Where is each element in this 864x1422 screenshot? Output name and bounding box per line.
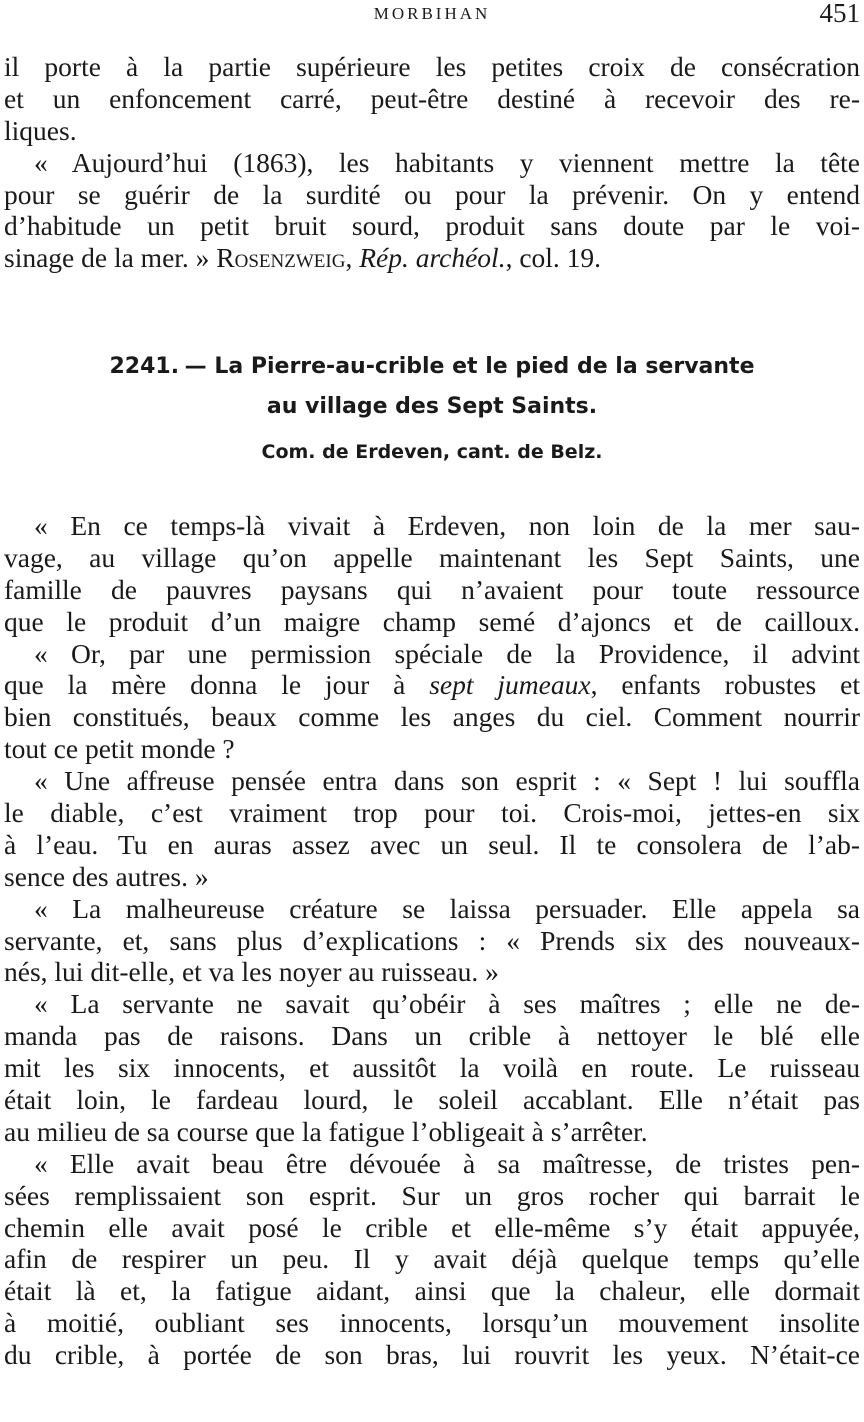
continued-paragraph	[4, 51, 860, 274]
text-line: au milieu de sa course que la fatigue l’obligeait à s’arrêter.	[4, 1115, 648, 1147]
text-line: liques.	[4, 114, 77, 146]
text-line: il porte à la partie supérieure les petites croix de consécration	[4, 51, 860, 82]
text-line: servante, et, sans plus d’explications : « Prends six des nouveaux-	[4, 924, 860, 956]
text-line: pour se guérir de la surdité ou pour la prévenir. On y entend	[4, 178, 860, 210]
entry-location: Com. de Erdeven, cant. de Belz.	[261, 441, 603, 463]
text-line: le diable, c’est vraiment trop pour toi. Crois-moi, jettes-en six	[4, 797, 860, 829]
text-line: « Elle avait beau être dévouée à sa maîtresse, de tristes pen-	[34, 1147, 860, 1179]
text-line: et un enfoncement carré, peut-être destiné à recevoir des re-	[4, 82, 860, 114]
citation-prefix: sinage de la mer. »	[4, 242, 217, 274]
citation-line	[4, 242, 860, 274]
text-line: « Aujourd’hui (1863), les habitants y viennent mettre la tête	[34, 146, 860, 178]
text-line: nés, lui dit-elle, et va les noyer au ruisseau. »	[4, 956, 499, 988]
text-line: du crible, à portée de son bras, lui rouvrit les yeux. N’était-ce	[4, 1339, 860, 1371]
text-line: « Or, par une permission spéciale de la Providence, il advint	[34, 637, 860, 669]
citation-author: Rosenzweig	[216, 242, 346, 274]
text-line: « La servante ne savait qu’obéir à ses maîtres ; elle ne de-	[34, 988, 860, 1020]
citation-suffix: , col. 19.	[505, 242, 602, 274]
citation-separator: ,	[345, 242, 360, 274]
text-line: mit les six innocents, et aussitôt la voilà en route. Le ruisseau	[4, 1052, 860, 1084]
citation-work: Rép. archéol.	[359, 242, 506, 274]
text-line: à l’eau. Tu en auras assez avec un seul. Il te consolera de l’ab-	[4, 828, 860, 860]
text-line	[4, 669, 860, 701]
text-line: bien constitués, beaux comme les anges du ciel. Comment nourrir	[4, 701, 860, 733]
jumeaux-suffix: , enfants robustes et	[590, 669, 860, 701]
text-line: à moitié, oubliant ses innocents, lorsqu’un mouvement insolite	[4, 1307, 860, 1339]
entry-heading-line1	[0, 354, 864, 379]
page-header	[0, 0, 864, 30]
entry-body	[4, 510, 860, 1371]
text-line: vage, au village qu’on appelle maintenant les Sept Saints, une	[4, 541, 860, 573]
entry-title-part1: — La Pierre-au-crible et le pied de la servante	[184, 354, 755, 379]
text-line: était là et, la fatigue aidant, ainsi que la chaleur, elle dormait	[4, 1275, 860, 1307]
page-number: 451	[819, 0, 860, 28]
text-line: « En ce temps-là vivait à Erdeven, non loin de la mer sau-	[34, 510, 860, 541]
jumeaux-italic: sept jumeaux	[429, 669, 591, 701]
text-line: afin de respirer un peu. Il y avait déjà quelque temps qu’elle	[4, 1243, 860, 1275]
text-line: que le produit d’un maigre champ semé d’ajoncs et de cailloux.	[4, 605, 860, 637]
entry-number: 2241.	[109, 354, 180, 379]
text-line: famille de pauvres paysans qui n’avaient pour toute ressource	[4, 573, 860, 605]
running-head: MORBIHAN	[373, 4, 491, 23]
text-line: tout ce petit monde ?	[4, 733, 235, 765]
text-line: d’habitude un petit bruit sourd, produit sans doute par le voi-	[4, 210, 860, 242]
text-line: était loin, le fardeau lourd, le soleil accablant. Elle n’était pas	[4, 1084, 860, 1116]
jumeaux-prefix: que la mère donna le jour à	[4, 669, 430, 701]
entry-title-part2: au village des Sept Saints.	[266, 394, 598, 419]
text-line: sence des autres. »	[4, 860, 209, 892]
text-line: « La malheureuse créature se laissa persuader. Elle appela sa	[34, 892, 860, 924]
text-line: « Une affreuse pensée entra dans son esprit : « Sept ! lui souffla	[34, 765, 860, 797]
text-line: manda pas de raisons. Dans un crible à nettoyer le blé elle	[4, 1020, 860, 1052]
text-line: sées remplissaient son esprit. Sur un gros rocher qui barrait le	[4, 1179, 860, 1211]
text-line: chemin elle avait posé le crible et elle-même s’y était appuyée,	[4, 1211, 860, 1243]
